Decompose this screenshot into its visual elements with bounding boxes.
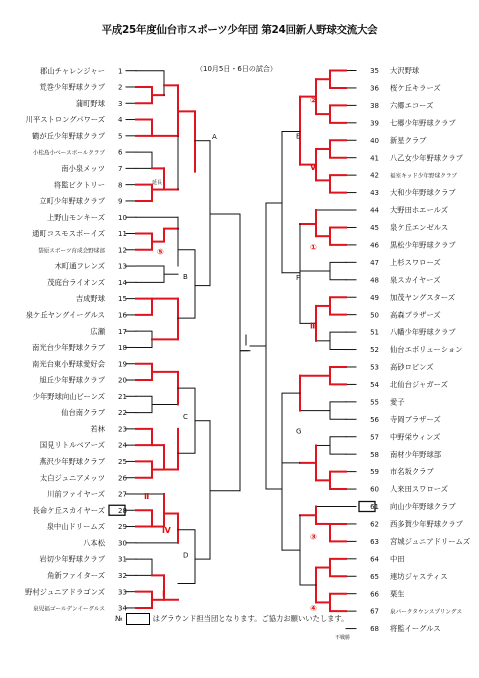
team-number-36: 36 — [370, 84, 379, 93]
bracket-line — [330, 402, 346, 419]
round-mark-5-roman: Ⅴ — [310, 162, 317, 172]
team-name-26: 太白ジュニアメッツ — [39, 473, 105, 483]
page-title: 平成25年度仙台市スポーツ少年団 第24回新人野球交流大会 — [101, 24, 378, 36]
team-number-19: 19 — [118, 360, 127, 369]
bracket-line — [136, 87, 152, 103]
team-name-24: 国見リトルベアーズ — [39, 440, 105, 450]
team-number-61: 61 — [370, 503, 379, 512]
team-number-6: 6 — [118, 148, 123, 157]
team-name-66: 栗生 — [390, 589, 405, 599]
team-name-20: 旭丘少年野球クラブ — [39, 375, 105, 385]
round-mark-1-roman: Ⅰ — [162, 589, 165, 599]
footer-prefix: № — [115, 614, 123, 623]
team-number-45: 45 — [370, 224, 379, 233]
team-name-63: 宮城ジュニアドリームズ — [390, 536, 471, 546]
bracket-line — [330, 594, 346, 611]
bracket-line — [330, 227, 346, 244]
team-number-33: 33 — [118, 588, 127, 597]
team-number-51: 51 — [370, 328, 379, 337]
bracket-line — [330, 559, 346, 576]
block-label-a: A — [212, 133, 217, 142]
team-number-39: 39 — [370, 119, 379, 128]
team-name-19: 南光台東小野球愛好会 — [32, 359, 105, 369]
team-name-5: 鶴が丘少年野球クラブ — [32, 131, 105, 141]
team-name-45: 泉ケ丘エンゼルス — [390, 223, 449, 233]
team-number-52: 52 — [370, 346, 379, 355]
team-name-23: 若林 — [90, 424, 105, 434]
bracket-line — [330, 297, 346, 314]
team-number-31: 31 — [118, 555, 127, 564]
bracket-line — [330, 71, 346, 88]
bracket-line — [136, 364, 152, 380]
team-name-38: 六郷エコーズ — [390, 100, 434, 110]
team-number-17: 17 — [118, 327, 127, 336]
team-number-16: 16 — [118, 311, 127, 320]
round-mark-1: ① — [310, 243, 317, 253]
bracket-line — [136, 559, 152, 575]
block-label-f: F — [296, 273, 301, 282]
team-name-3: 蒲町野球 — [75, 98, 105, 108]
team-name-16: 泉ケ丘ヤングイーグルス — [25, 310, 105, 320]
bracket-line — [164, 575, 178, 599]
team-number-68: 68 — [370, 625, 379, 634]
team-number-34: 34 — [118, 604, 127, 613]
team-name-10: 上野山モンキーズ — [46, 212, 105, 222]
team-name-49: 加茂ヤングスターズ — [390, 292, 456, 302]
bracket-line — [330, 332, 346, 349]
team-name-28: 長命ケ丘スカイヤーズ — [32, 505, 105, 515]
team-name-13: 木町通フレンズ — [54, 261, 105, 271]
team-name-42: 福室キッド少年野球クラブ — [390, 173, 458, 180]
team-name-27: 川前ファイヤーズ — [47, 489, 105, 499]
team-number-48: 48 — [370, 276, 379, 285]
bracket-line — [136, 429, 152, 445]
team-name-46: 黒松少年野球クラブ — [390, 240, 456, 250]
team-name-7: 南小泉メッツ — [61, 163, 105, 173]
team-name-57: 中野栄ウィンズ — [390, 432, 441, 442]
team-number-2: 2 — [118, 83, 123, 92]
team-name-56: 寺岡ブラザーズ — [390, 414, 441, 424]
team-number-22: 22 — [118, 409, 127, 418]
team-number-50: 50 — [370, 311, 379, 320]
bracket-line — [136, 331, 152, 347]
block-label-d: D — [183, 551, 189, 560]
team-number-26: 26 — [118, 474, 127, 483]
team-name-9: 立町少年野球クラブ — [39, 196, 105, 206]
bracket-line — [330, 175, 346, 192]
team-name-40: 新星クラブ — [390, 135, 427, 145]
team-number-18: 18 — [118, 344, 127, 353]
team-name-35: 大沢野球 — [390, 66, 420, 76]
team-name-41: 八乙女少年野球クラブ — [390, 153, 463, 163]
team-number-55: 55 — [370, 398, 379, 407]
team-number-27: 27 — [118, 490, 127, 499]
team-number-5: 5 — [118, 132, 123, 141]
team-number-32: 32 — [118, 571, 127, 580]
team-name-51: 八幡少年野球クラブ — [390, 327, 456, 337]
team-name-60: 人来田スワローズ — [390, 484, 449, 494]
team-name-8: 将監ビクトリー — [53, 180, 105, 190]
team-name-30: 八本松 — [83, 538, 105, 548]
team-name-47: 上杉スワローズ — [390, 257, 441, 267]
bracket-line — [136, 299, 152, 315]
block-label-c: C — [183, 413, 188, 422]
team-name-64: 中田 — [390, 554, 405, 564]
team-number-38: 38 — [370, 101, 379, 110]
team-number-3: 3 — [118, 99, 123, 108]
ground-note — [115, 613, 348, 625]
bracket-line — [136, 234, 152, 250]
team-name-59: 市名坂クラブ — [390, 467, 434, 477]
bracket-line — [330, 140, 346, 157]
team-number-46: 46 — [370, 241, 379, 250]
team-name-18: 南光台少年野球クラブ — [32, 343, 105, 353]
team-number-60: 60 — [370, 485, 379, 494]
team-number-57: 57 — [370, 433, 379, 442]
team-name-17: 広瀬 — [90, 326, 105, 336]
round-mark-5: ⑤ — [157, 247, 164, 257]
team-name-65: 連坊ジャスティス — [390, 571, 448, 581]
team-number-62: 62 — [370, 520, 379, 529]
match-dates: （10月5日・6日の試合） — [196, 65, 277, 73]
bracket-line — [136, 510, 152, 526]
block-label-e: E — [296, 132, 301, 141]
team-number-56: 56 — [370, 415, 379, 424]
overtime-note: 延長 — [152, 179, 163, 186]
team-name-48: 泉スカイヤーズ — [390, 275, 441, 285]
team-number-54: 54 — [370, 381, 379, 390]
bracket-line — [136, 592, 152, 608]
forfeit-note: 不戦勝 — [335, 635, 351, 642]
team-number-29: 29 — [118, 523, 127, 532]
team-number-14: 14 — [118, 278, 127, 287]
round-mark-3-roman: Ⅲ — [310, 321, 318, 331]
team-name-29: 泉中山ドリームズ — [46, 522, 105, 532]
footer-text: はグラウンド担当団となります。ご協力お願いいたします。 — [152, 614, 349, 623]
team-number-58: 58 — [370, 450, 379, 459]
bracket-line — [330, 437, 346, 454]
team-number-1: 1 — [118, 67, 123, 76]
team-name-58: 南材少年野球部 — [390, 449, 442, 459]
team-name-12: 袋原スポーツ育成会野球部 — [38, 248, 105, 255]
team-name-34: 泉児福ゴールデンイーグルス — [33, 606, 105, 613]
team-number-25: 25 — [118, 458, 127, 467]
team-number-21: 21 — [118, 392, 127, 401]
team-number-49: 49 — [370, 293, 379, 302]
bracket-line — [330, 524, 346, 541]
bracket-line — [136, 266, 164, 282]
team-name-67: 泉パークタウンスプリングス — [390, 609, 463, 616]
team-name-14: 茂庭台ライオンズ — [47, 277, 105, 287]
team-name-6: 小松島小ベースボールクラブ — [32, 150, 105, 157]
team-name-22: 仙台南クラブ — [61, 408, 105, 418]
team-number-66: 66 — [370, 590, 379, 599]
team-name-50: 高森ブラザーズ — [390, 310, 441, 320]
team-name-43: 大和少年野球クラブ — [390, 188, 456, 198]
bracket-line — [136, 152, 152, 168]
team-name-54: 北仙台ジャガーズ — [390, 380, 448, 390]
team-number-30: 30 — [118, 539, 127, 548]
team-number-24: 24 — [118, 441, 127, 450]
team-number-11: 11 — [118, 230, 127, 239]
team-number-64: 64 — [370, 555, 379, 564]
round-mark-4-roman: Ⅳ — [162, 526, 171, 536]
bracket-line — [330, 367, 346, 384]
team-name-31: 岩切少年野球クラブ — [39, 554, 105, 564]
team-number-63: 63 — [370, 537, 379, 546]
team-number-15: 15 — [118, 295, 127, 304]
team-number-43: 43 — [370, 189, 379, 198]
team-number-4: 4 — [118, 116, 123, 125]
team-number-7: 7 — [118, 164, 123, 173]
bracket-line — [330, 105, 346, 122]
team-name-32: 角新ファイターズ — [47, 570, 105, 580]
bracket-line — [330, 472, 346, 489]
team-number-42: 42 — [370, 171, 379, 180]
team-name-15: 吉成野球 — [75, 294, 105, 304]
bracket-line — [136, 461, 152, 477]
team-number-35: 35 — [370, 67, 379, 76]
bracket-line — [136, 185, 152, 201]
bracket-line — [330, 262, 346, 279]
team-name-33: 野村ジュニアドラゴンズ — [25, 587, 105, 597]
round-mark-3: ③ — [310, 532, 317, 542]
team-number-53: 53 — [370, 363, 379, 372]
ground-box-legend — [126, 613, 150, 625]
round-mark-2: ② — [310, 95, 317, 105]
team-number-28: 28 — [118, 506, 127, 515]
team-number-20: 20 — [118, 376, 127, 385]
team-name-44: 大野田ホエールズ — [390, 205, 449, 215]
team-name-39: 七郷少年野球クラブ — [390, 118, 456, 128]
team-number-41: 41 — [370, 154, 379, 163]
team-number-44: 44 — [370, 206, 379, 215]
bracket-line — [178, 250, 195, 318]
team-number-12: 12 — [118, 246, 127, 255]
team-name-52: 仙台エボリューション — [390, 345, 463, 355]
team-name-62: 西多賀少年野球クラブ — [390, 519, 463, 529]
bracket-line — [164, 168, 178, 189]
team-number-65: 65 — [370, 572, 379, 581]
team-number-8: 8 — [118, 181, 123, 190]
team-number-59: 59 — [370, 468, 379, 477]
block-label-b: B — [183, 273, 188, 282]
team-name-2: 荒巻少年野球クラブ — [39, 82, 105, 92]
bracket-line — [136, 71, 164, 95]
team-name-36: 桜ケ丘キラーズ — [390, 83, 441, 93]
team-name-53: 高砂ロビンズ — [390, 362, 434, 372]
team-name-4: 川平ストロングパワーズ — [25, 115, 105, 125]
team-name-61: 向山少年野球クラブ — [390, 502, 456, 512]
team-number-9: 9 — [118, 197, 123, 206]
bracket-line — [136, 120, 152, 136]
team-number-47: 47 — [370, 258, 379, 267]
bracket-line — [152, 229, 178, 242]
team-name-68: 将監イーグルス — [390, 624, 441, 634]
block-label-g: G — [296, 427, 302, 436]
team-number-40: 40 — [370, 136, 379, 145]
team-name-55: 愛子 — [390, 397, 405, 407]
team-name-1: 郡山チャレンジャー — [40, 66, 105, 76]
bracket-line — [164, 445, 178, 469]
round-mark-4: ④ — [310, 604, 317, 614]
team-name-21: 少年野球向山ビーンズ — [32, 391, 105, 401]
team-name-11: 通町コスモスボーイズ — [32, 229, 105, 239]
round-mark-2-roman: Ⅱ — [144, 491, 150, 501]
team-number-13: 13 — [118, 262, 127, 271]
team-number-10: 10 — [118, 213, 127, 222]
bracket-line — [136, 396, 152, 412]
team-name-25: 燕沢少年野球クラブ — [39, 457, 105, 467]
team-number-67: 67 — [370, 607, 379, 616]
team-number-23: 23 — [118, 425, 127, 434]
